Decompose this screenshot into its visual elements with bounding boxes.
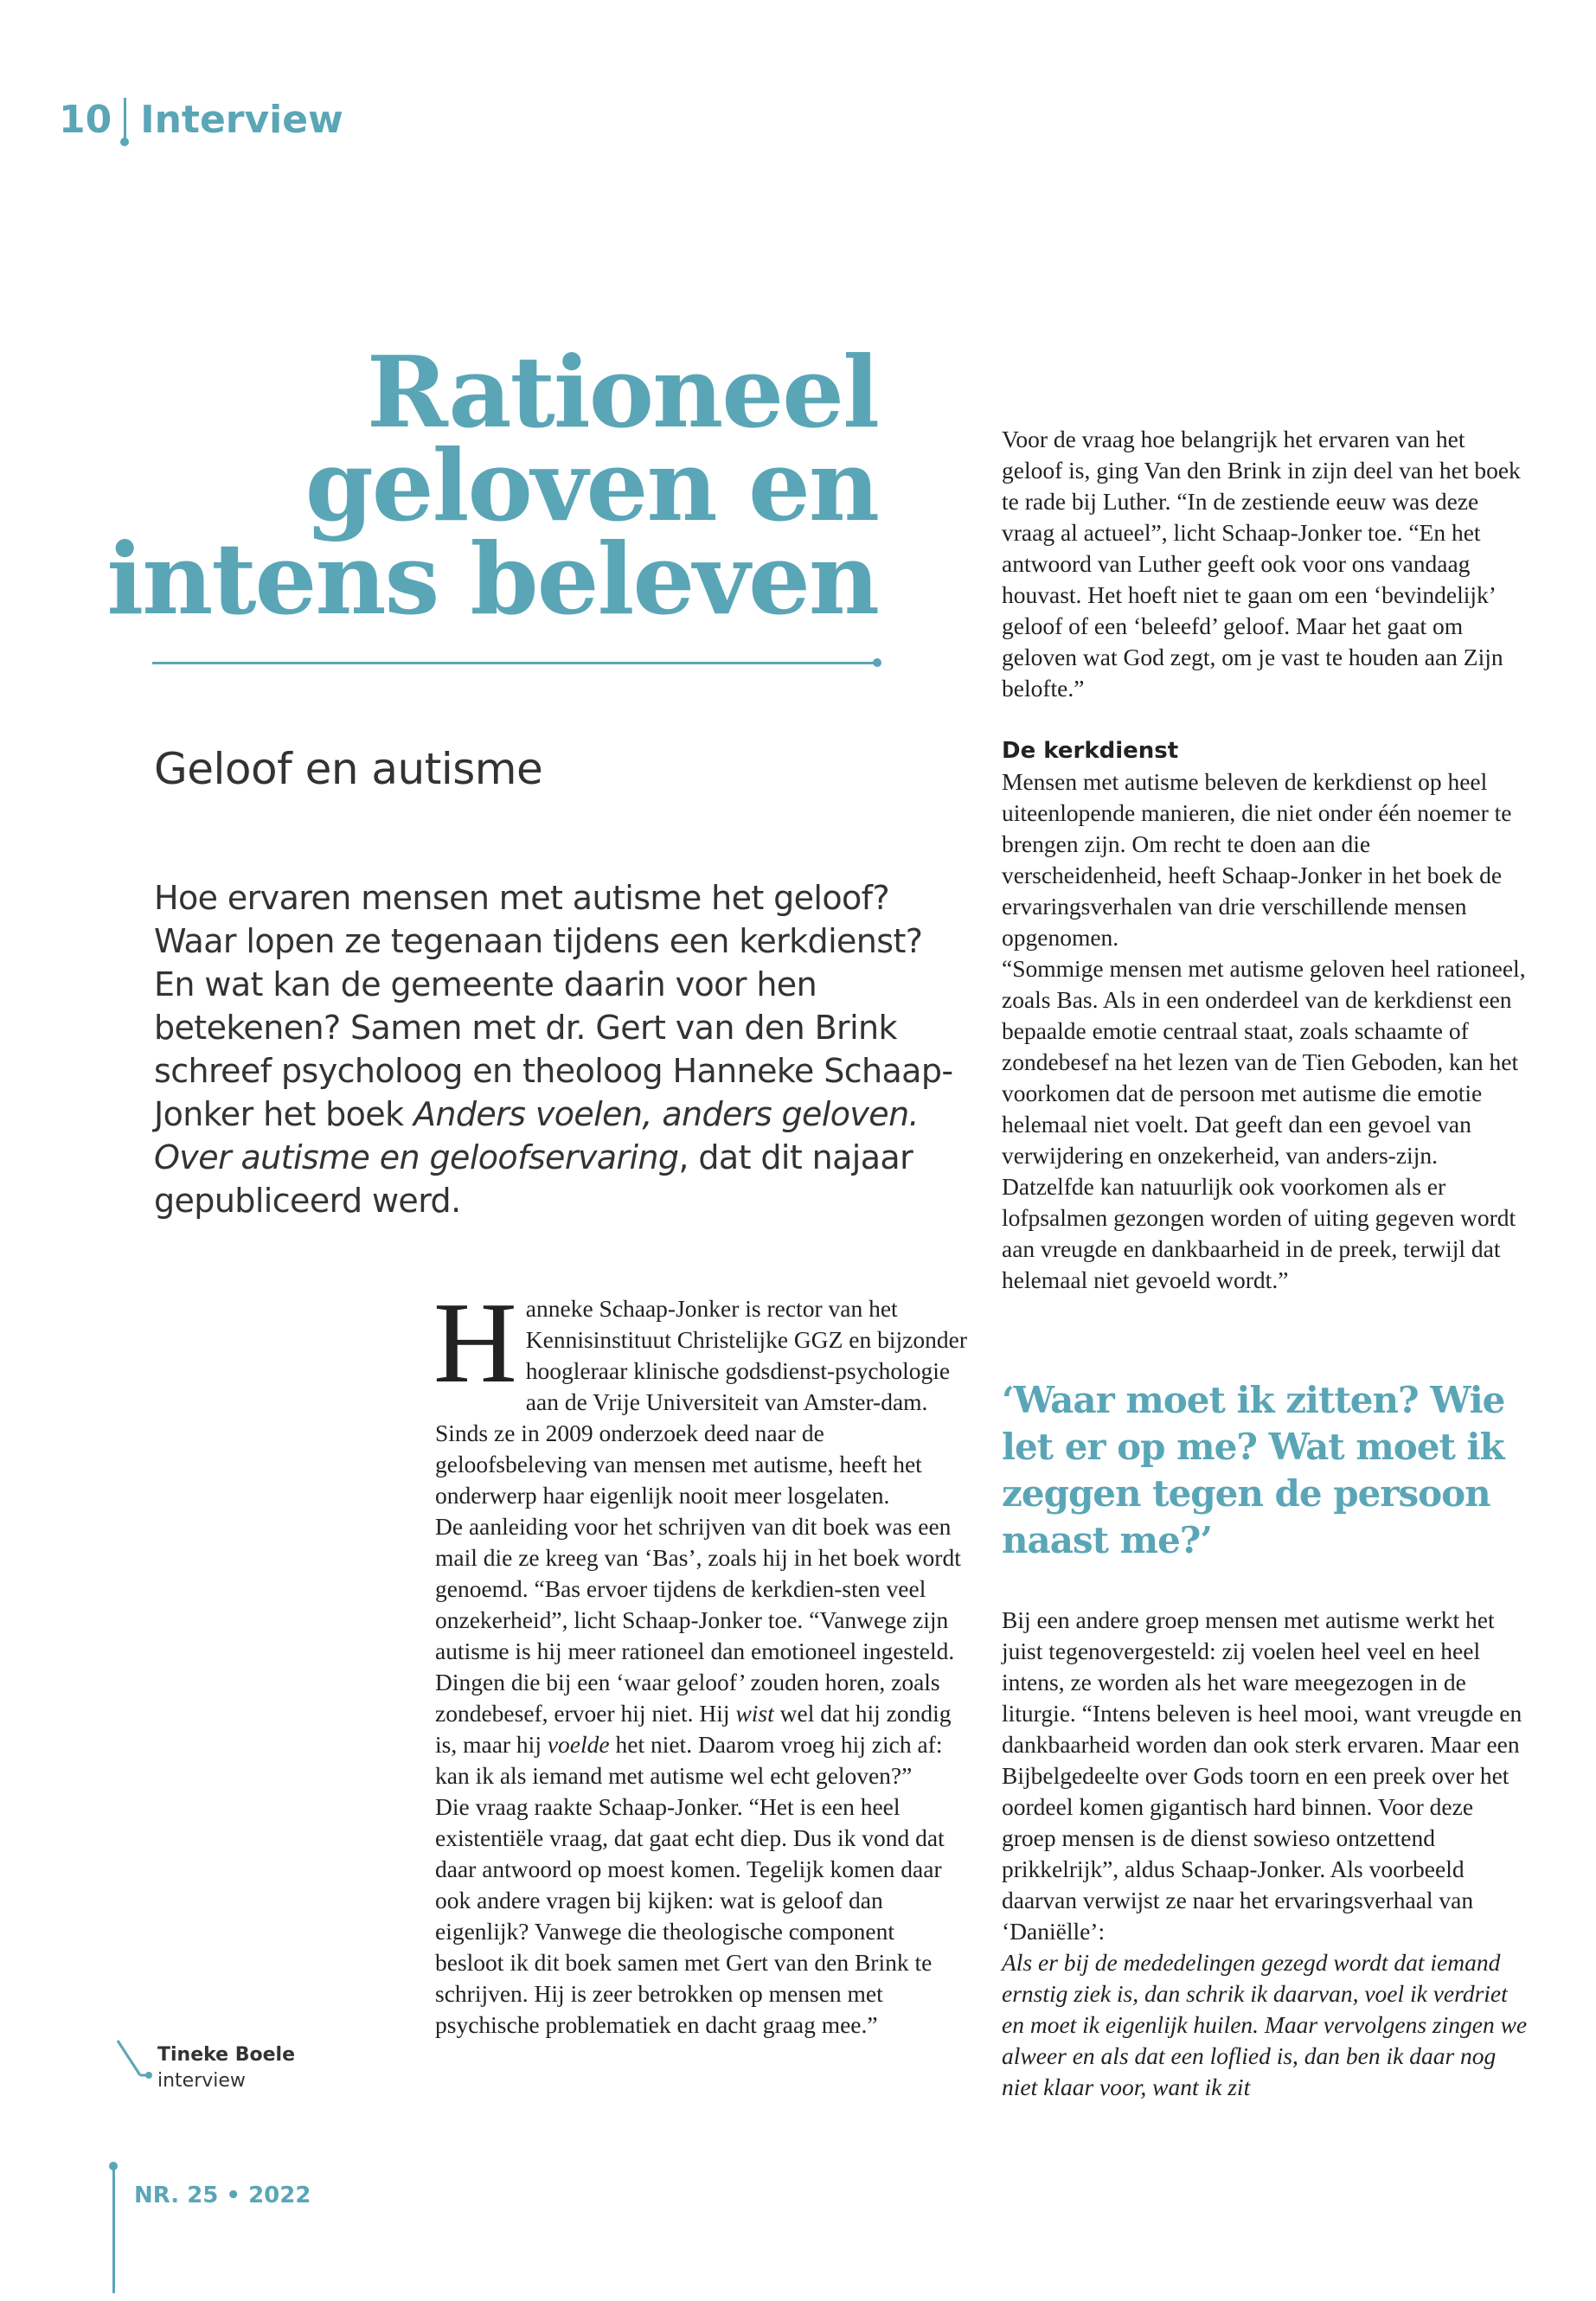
body-paragraph: Die vraag raakte Schaap-Jonker. “Het is een heel existentiële vraag, dat gaat echt diep. Dus ik vond dat daar antwoord op moest komen. Tegelijk komen daar ook andere vragen bij kijken: wat is geloof dan eigenlijk? Vanwege die theologische component besloot ik dit boek samen met Gert van den Brink te schrijven. Hij is zeer betrokken op mensen met psychische problematiek en dacht graag mee.”: [435, 1793, 945, 2038]
section-label: Interview: [140, 97, 343, 142]
body-column-right-bottom: [1002, 1605, 1528, 2103]
body-column-right-top: [1002, 424, 1528, 1296]
intro-text-end: , dat dit najaar gepubliceerd werd.: [154, 1138, 913, 1220]
article-intro: [154, 876, 958, 1222]
body-paragraph: Bij een andere groep mensen met autisme werkt het juist tegenovergesteld: zij voelen heel veel en heel intens, ze worden als het ware meegezogen in de liturgie. “Intens beleven is heel mooi, want vreugde en dankbaarheid worden dan ook sterk ervaren. Maar een Bijbelgedeelte over Gods toorn en een preek over het oordeel komen gigantisch hard binnen. Voor deze groep mensen is de dienst sowieso ontzettend prikkelrijk”, aldus Schaap-Jonker. Als voorbeeld daarvan verwijst ze naar het ervaringsverhaal van ‘Daniëlle’:: [1002, 1606, 1522, 1945]
paragraph-text: wel dat hij zondig is, maar hij: [435, 1700, 952, 1758]
drop-cap: H: [433, 1279, 517, 1407]
intro-text: Hoe ervaren mensen met autisme het geloof? Waar lopen ze tegenaan tijdens een kerkdienst? En wat kan de gemeente daarin voor hen betekenen? Samen met dr. Gert van den Brink schreef psycholoog en theoloog Hanneke Schaap-Jonker het boek: [154, 879, 953, 1133]
quote-italic: Als er bij de mededelingen gezegd wordt dat iemand ernstig ziek is, dan schrik ik daarvan, voel ik verdriet en moet ik eigenlijk huilen. Maar vervolgens zingen we alweer en als dat een loflied is, dan ben ik daar nog niet klaar voor, want ik zit: [1002, 1949, 1528, 2100]
emphasis: voelde: [547, 1731, 610, 1758]
section-heading: De kerkdienst: [1002, 738, 1179, 764]
header-divider: [124, 98, 126, 141]
title-line: Rationeel: [366, 335, 878, 450]
author-name: Tineke Boele: [157, 2044, 296, 2066]
pull-quote: ‘Waar moet ik zitten? Wie let er op me? Wat moet ik zeggen tegen de persoon naast me?’: [1002, 1379, 1505, 1561]
body-paragraph: [435, 1511, 967, 1791]
paragraph-text: De aanleiding voor het schrijven van dit boek was een mail die ze kreeg van ‘Bas’, zoals hij in het boek wordt genoemd. “Bas ervoer tijdens de kerkdien-sten veel onzekerheid”, licht Schaap-Jonker toe. “Vanwege zijn autisme is hij meer rationeel dan emotioneel ingesteld. Dingen die bij een ‘waar geloof’ zouden horen, zoals zondebesef, ervoer hij niet. Hij: [435, 1513, 961, 1727]
page-header: [59, 93, 343, 145]
emphasis: wist: [735, 1700, 774, 1727]
article-subtitle: Geloof en autisme: [154, 744, 543, 794]
article-title: [99, 335, 878, 637]
author-role: interview: [157, 2070, 246, 2092]
footer-divider: [112, 2167, 115, 2293]
page-number: 10: [59, 97, 112, 142]
body-paragraph: Mensen met autisme beleven de kerkdienst op heel uiteenlopende manieren, die niet onder één noemer te brengen zijn. Om recht te doen aan die verscheidenheid, heeft Schaap-Jonker in het boek de ervaringsverhalen van drie verschillende mensen opgenomen.: [1002, 768, 1512, 951]
paragraph-text: anneke Schaap-Jonker is rector van het Kennisinstituut Christelijke GGZ en bijzonder hoogleraar klinische godsdienst-psychologie aan de Vrije Universiteit van Amster-dam. Sinds ze in 2009 onderzoek deed naar de geloofsbeleving van mensen met autisme, heeft het onderwerp haar eigenlijk nooit meer losgelaten.: [435, 1295, 967, 1509]
title-line: intens beleven: [106, 522, 878, 637]
pen-stroke-icon: [114, 2037, 154, 2087]
title-underline: [152, 662, 877, 664]
paragraph-text: het niet. Daarom vroeg hij zich af: kan ik als iemand met autisme wel echt geloven?”: [435, 1731, 943, 1789]
body-paragraph: “Sommige mensen met autisme geloven heel rationeel, zoals Bas. Als in een onderdeel van de kerkdienst een bepaalde emotie centraal staat, zoals schaamte of zondebesef na het lezen van de Tien Geboden, kan het voorkomen dat de persoon met autisme die emotie helemaal niet voelt. Dat geeft dan een gevoel van verwijdering en onzekerheid, van anders-zijn. Datzelfde kan natuurlijk ook voorkomen als er lofpsalmen gezongen worden of uiting gegeven wordt aan vreugde en dankbaarheid in de preek, terwijl dat helemaal niet gevoeld wordt.”: [1002, 955, 1526, 1293]
body-paragraph: [433, 1279, 967, 1511]
body-column-middle: [433, 1279, 967, 2041]
body-paragraph-italic: [1002, 1947, 1528, 2103]
body-paragraph: Voor de vraag hoe belangrijk het ervaren van het geloof is, ging Van den Brink in zijn deel van het boek te rade bij Luther. “In de zestiende eeuw was deze vraag al actueel”, licht Schaap-Jonker toe. “En het antwoord van Luther geeft ook voor ons vandaag houvast. Het hoeft niet te gaan om een ‘bevindelijk’ geloof of een ‘beleefd’ geloof. Maar het gaat om geloven wat God zegt, om je vast te houden aan Zijn belofte.”: [1002, 426, 1521, 702]
book-title: Anders voelen, anders geloven. Over autisme en geloofservaring: [154, 1095, 920, 1176]
issue-label: NR. 25 • 2022: [134, 2182, 311, 2208]
title-line: geloven en: [304, 428, 878, 543]
